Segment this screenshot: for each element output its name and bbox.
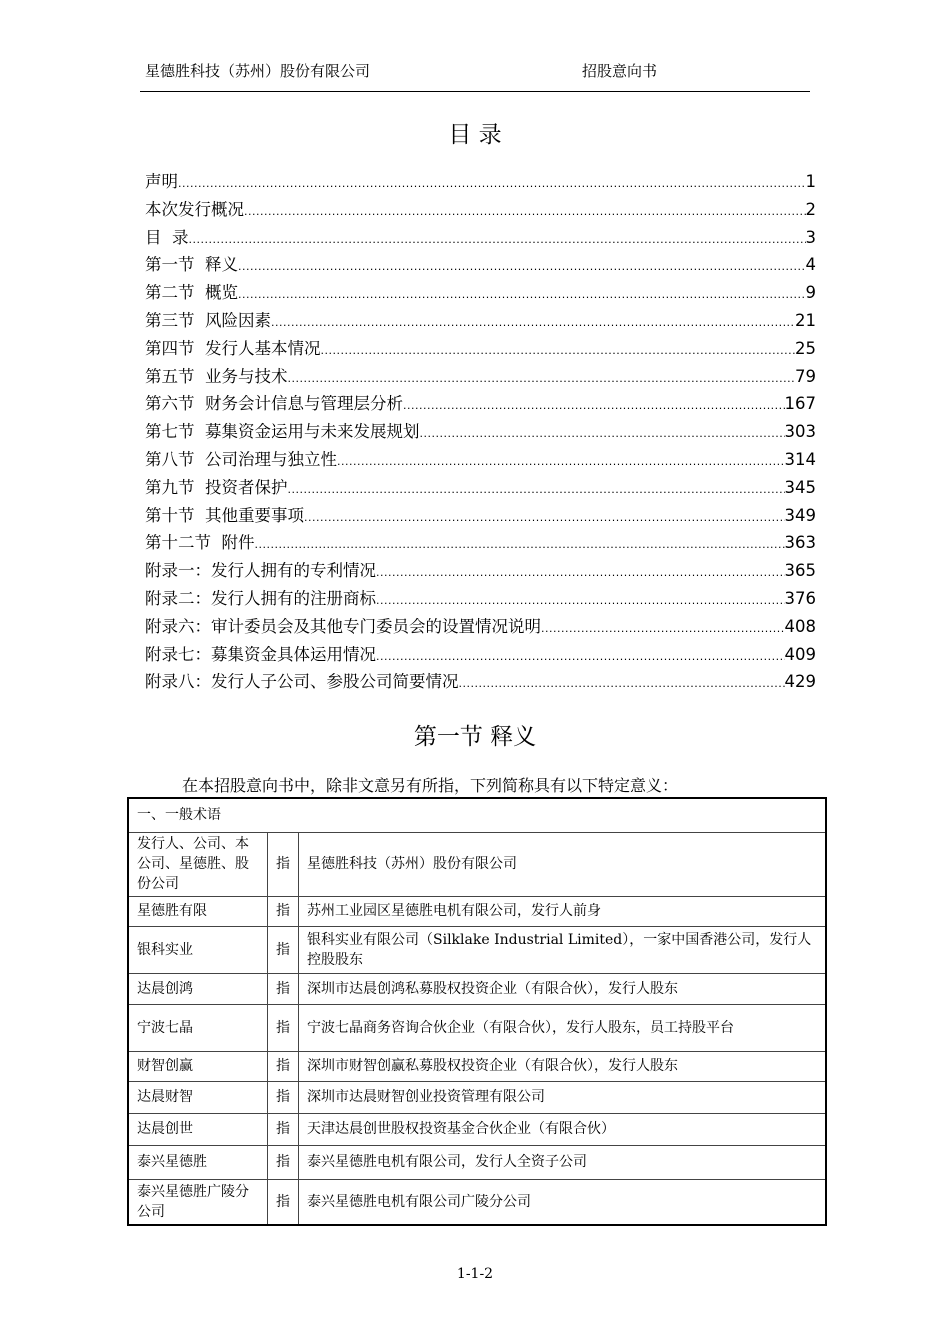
toc-entry-label: 第六节 财务会计信息与管理层分析 bbox=[145, 394, 403, 414]
header-doc-type: 招股意向书 bbox=[582, 62, 658, 80]
term-cell: 达晨创鸿 bbox=[128, 973, 268, 1004]
toc-entry-label: 第十二节 附件 bbox=[145, 533, 255, 553]
toc-entry[interactable] bbox=[145, 557, 816, 585]
toc-entry-page: 21 bbox=[795, 310, 816, 330]
toc-entry-label: 本次发行概况 bbox=[145, 199, 244, 219]
toc-entry-label: 附录八：发行人子公司、参股公司简要情况 bbox=[145, 672, 459, 692]
toc-entry-page: 365 bbox=[784, 561, 816, 581]
page-number: 1-1-2 bbox=[456, 1266, 494, 1282]
toc-entry-page: 429 bbox=[784, 672, 816, 692]
refers-cell: 指 bbox=[268, 1145, 299, 1179]
dot-leader bbox=[420, 420, 785, 448]
dot-leader bbox=[304, 504, 785, 532]
toc-entry-label: 第十节 其他重要事项 bbox=[145, 505, 304, 525]
toc-entry[interactable] bbox=[145, 613, 816, 641]
dot-leader bbox=[376, 587, 785, 615]
table-row bbox=[128, 1145, 826, 1179]
table-row bbox=[128, 1113, 826, 1145]
dot-leader bbox=[255, 531, 785, 559]
toc-entry-label: 第五节 业务与技术 bbox=[145, 366, 288, 386]
toc-entry-label: 第一节 释义 bbox=[145, 255, 238, 275]
toc-entry-page: 1 bbox=[805, 172, 816, 191]
term-cell: 达晨财智 bbox=[128, 1081, 268, 1113]
toc-entry-page: 376 bbox=[784, 588, 816, 608]
table-row bbox=[128, 1081, 826, 1113]
meaning-cell: 星德胜科技（苏州）股份有限公司 bbox=[299, 832, 827, 896]
toc-entry[interactable] bbox=[145, 196, 816, 224]
dot-leader bbox=[238, 253, 806, 281]
toc-entry-page: 25 bbox=[795, 338, 816, 358]
toc-entry-label: 附录六：审计委员会及其他专门委员会的设置情况说明 bbox=[145, 616, 541, 636]
toc-entry[interactable] bbox=[145, 474, 816, 502]
toc-entry[interactable] bbox=[145, 224, 816, 252]
toc-entry-page: 4 bbox=[805, 255, 816, 275]
refers-cell: 指 bbox=[268, 1081, 299, 1113]
toc-entry[interactable] bbox=[145, 585, 816, 613]
meaning-cell: 泰兴星德胜电机有限公司，发行人全资子公司 bbox=[299, 1145, 827, 1179]
meaning-cell: 天津达晨创世股权投资基金合伙企业（有限合伙） bbox=[299, 1113, 827, 1145]
toc-entry-label: 目 录 bbox=[145, 227, 189, 247]
toc-entry-label: 第七节 募集资金运用与未来发展规划 bbox=[145, 422, 420, 442]
table-row bbox=[128, 832, 826, 896]
toc-entry[interactable] bbox=[145, 390, 816, 418]
term-cell: 财智创赢 bbox=[128, 1051, 268, 1081]
table-row bbox=[128, 1179, 826, 1225]
toc-entry-label: 附录一：发行人拥有的专利情况 bbox=[145, 561, 376, 581]
toc-entry-label: 声明 bbox=[145, 172, 178, 191]
toc-entry-page: 408 bbox=[784, 616, 816, 636]
dot-leader bbox=[337, 448, 785, 476]
term-cell: 星德胜有限 bbox=[128, 896, 268, 926]
toc-entry-label: 第八节 公司治理与独立性 bbox=[145, 449, 337, 469]
toc-entry[interactable] bbox=[145, 251, 816, 279]
table-row bbox=[128, 973, 826, 1004]
header-divider bbox=[140, 91, 810, 92]
dot-leader bbox=[244, 198, 806, 226]
header-company: 星德胜科技（苏州）股份有限公司 bbox=[145, 62, 371, 80]
dot-leader bbox=[459, 670, 785, 698]
toc-title: 目 录 bbox=[448, 122, 502, 148]
toc-entry[interactable] bbox=[145, 668, 816, 696]
term-cell: 泰兴星德胜广陵分公司 bbox=[128, 1179, 268, 1225]
dot-leader bbox=[288, 476, 785, 504]
toc-entry[interactable] bbox=[145, 168, 816, 196]
dot-leader bbox=[376, 643, 785, 671]
toc-entry[interactable] bbox=[145, 363, 816, 391]
toc-entry-label: 附录二：发行人拥有的注册商标 bbox=[145, 588, 376, 608]
toc-entry-page: 409 bbox=[784, 644, 816, 664]
term-cell: 发行人、公司、本公司、星德胜、股份公司 bbox=[128, 832, 268, 896]
toc-entry-label: 第四节 发行人基本情况 bbox=[145, 338, 321, 358]
toc-entry-page: 345 bbox=[784, 477, 816, 497]
term-cell: 宁波七晶 bbox=[128, 1004, 268, 1051]
refers-cell: 指 bbox=[268, 973, 299, 1004]
dot-leader bbox=[178, 170, 806, 198]
toc-entry-page: 9 bbox=[805, 283, 816, 303]
section-title: 第一节 释义 bbox=[413, 724, 537, 750]
refers-cell: 指 bbox=[268, 1004, 299, 1051]
toc-entry-page: 363 bbox=[784, 533, 816, 553]
toc-entry[interactable] bbox=[145, 529, 816, 557]
toc-entry[interactable] bbox=[145, 641, 816, 669]
meaning-cell: 深圳市达晨财智创业投资管理有限公司 bbox=[299, 1081, 827, 1113]
term-cell: 泰兴星德胜 bbox=[128, 1145, 268, 1179]
toc-entry-page: 79 bbox=[795, 366, 816, 386]
dot-leader bbox=[238, 281, 806, 309]
toc-entry-label: 附录七：募集资金具体运用情况 bbox=[145, 644, 376, 664]
definitions-table bbox=[127, 797, 827, 1226]
dot-leader bbox=[189, 226, 806, 254]
dot-leader bbox=[376, 559, 785, 587]
refers-cell: 指 bbox=[268, 1113, 299, 1145]
dot-leader bbox=[403, 392, 785, 420]
table-row bbox=[128, 896, 826, 926]
toc-entry[interactable] bbox=[145, 279, 816, 307]
term-cell: 银科实业 bbox=[128, 926, 268, 973]
toc-entry-page: 2 bbox=[805, 199, 816, 219]
toc-entry[interactable] bbox=[145, 335, 816, 363]
toc-entry-page: 314 bbox=[784, 449, 816, 469]
table-row bbox=[128, 1051, 826, 1081]
toc-entry[interactable] bbox=[145, 418, 816, 446]
toc-entry-label: 第三节 风险因素 bbox=[145, 310, 271, 330]
toc-entry[interactable] bbox=[145, 446, 816, 474]
dot-leader bbox=[288, 365, 796, 393]
toc-entry-page: 303 bbox=[784, 422, 816, 442]
refers-cell: 指 bbox=[268, 926, 299, 973]
toc-entry[interactable] bbox=[145, 502, 816, 530]
toc-entry-label: 第二节 概览 bbox=[145, 283, 238, 303]
meaning-cell: 深圳市财智创赢私募股权投资企业（有限合伙），发行人股东 bbox=[299, 1051, 827, 1081]
refers-cell: 指 bbox=[268, 896, 299, 926]
group-heading: 一、一般术语 bbox=[128, 798, 826, 832]
refers-cell: 指 bbox=[268, 832, 299, 896]
dot-leader bbox=[321, 337, 796, 365]
dot-leader bbox=[541, 615, 785, 643]
table-row bbox=[128, 1004, 826, 1051]
toc-entry[interactable] bbox=[145, 307, 816, 335]
meaning-cell: 银科实业有限公司（Silklake Industrial Limited），一家中国香港公司，发行人控股股东 bbox=[299, 926, 827, 973]
toc-entry-page: 167 bbox=[784, 394, 816, 414]
toc-entry-label: 第九节 投资者保护 bbox=[145, 477, 288, 497]
term-cell: 达晨创世 bbox=[128, 1113, 268, 1145]
toc-entry-page: 3 bbox=[805, 227, 816, 247]
toc-entry-page: 349 bbox=[784, 505, 816, 525]
refers-cell: 指 bbox=[268, 1179, 299, 1225]
dot-leader bbox=[271, 309, 795, 337]
meaning-cell: 苏州工业园区星德胜电机有限公司，发行人前身 bbox=[299, 896, 827, 926]
meaning-cell: 深圳市达晨创鸿私募股权投资企业（有限合伙），发行人股东 bbox=[299, 973, 827, 1004]
table-of-contents bbox=[145, 168, 816, 696]
table-row bbox=[128, 926, 826, 973]
refers-cell: 指 bbox=[268, 1051, 299, 1081]
meaning-cell: 泰兴星德胜电机有限公司广陵分公司 bbox=[299, 1179, 827, 1225]
meaning-cell: 宁波七晶商务咨询合伙企业（有限合伙），发行人股东，员工持股平台 bbox=[299, 1004, 827, 1051]
intro-text: 在本招股意向书中，除非文意另有所指，下列简称具有以下特定意义： bbox=[182, 776, 679, 795]
